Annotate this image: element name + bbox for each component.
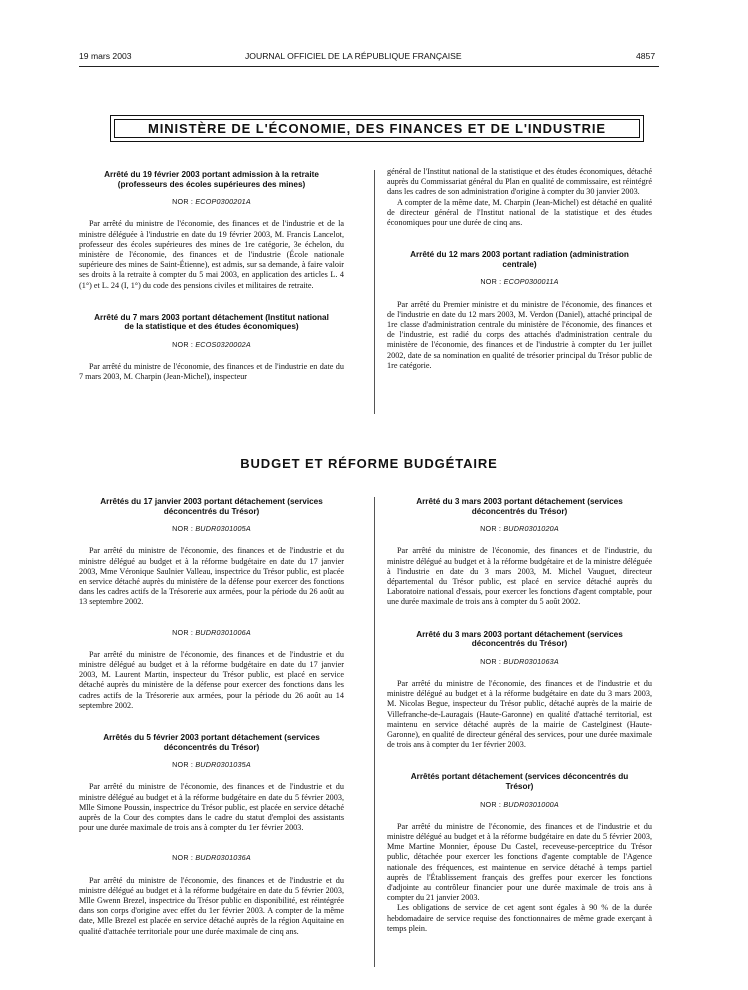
article-text: Par arrêté du ministre de l'économie, des finances et de l'industrie et du ministre délégué au budget et à la réforme budgétaire en date du 5 février 2003, Mlle Simone Poussin, inspectrice du Trésor public, est placée en service détaché auprès de la Cour des comptes dans le cadre du statut d'emploi des assistants pour une durée maximale de trois ans à compter du 1er février 2003. xyxy=(79,782,344,833)
article-text: Par arrêté du ministre de l'économie, des finances et de l'industrie et du ministre délégué au budget et à la réforme budgétaire en date du 17 janvier 2003, Mme Véronique Saulnier Valleau, inspectrice du Trésor public, est placée en service détaché auprès du ministère de la défense pour exercer des fonctions dans les cadres actifs de la Trésorerie aux armées, pour la période du 26 août au 13 septembre 2002. xyxy=(79,546,344,607)
article-title: Arrêté du 12 mars 2003 portant radiation (administration centrale) xyxy=(410,250,629,269)
nor-code: BUDR0301000A xyxy=(503,799,559,809)
article-title: Arrêtés du 17 janvier 2003 portant détachement (services déconcentrés du Trésor) xyxy=(100,497,323,516)
nor-reference xyxy=(79,628,344,638)
article-text: Par arrêté du ministre de l'économie, des finances et de l'industrie et du ministre délégué au budget et à la réforme budgétaire en date du 17 janvier 2003, M. Laurent Martin, inspecteur du Trésor public, est placé en service détaché auprès du ministère de la défense pour exercer des fonctions dans les cadres actifs de la Trésorerie aux armées, pour la période du 26 août au 14 septembre 2002. xyxy=(79,649,344,710)
nor-code: BUDR0301005A xyxy=(195,524,251,534)
section-title: BUDGET ET RÉFORME BUDGÉTAIRE xyxy=(240,456,498,471)
article-text: Par arrêté du Premier ministre et du ministre de l'économie, des finances et de l'industrie en date du 12 mars 2003, M. Verdon (Daniel), attaché principal de 1re classe d'administration centrale du ministère de l'économie, des finances et de l'industrie, est radié du corps des attachés d'administration centrale du ministère de l'économie, des finances et de l'industrie à compter du 1er juillet 2002, date de sa nomination en qualité de trésorier principal du Trésor public de 1re catégorie. xyxy=(387,299,652,370)
article-text: Par arrêté du ministre de l'économie, des finances et de l'industrie, du ministre délégué au budget et à la réforme budgétaire et de la ministre déléguée à l'industrie en date du 3 mars 2003, M. Michel Vauguet, directeur départemental du Trésor public, est placé en service détaché auprès du Laboratoire national d'essais, pour exercer les fonctions d'agent comptable, pour une durée maximale de trois ans à compter du 5 août 2002. xyxy=(387,546,652,607)
article-text: Par arrêté du ministre de l'économie, des finances et de l'industrie en date du 7 mars 2003, M. Charpin (Jean-Michel), inspecteur xyxy=(79,362,344,382)
nor-label: NOR : xyxy=(172,760,194,770)
section1-left-column xyxy=(79,170,344,383)
article-title: Arrêté du 7 mars 2003 portant détachement (Institut national de la statistique et des études économiques) xyxy=(94,312,329,332)
nor-reference xyxy=(79,197,344,207)
nor-code: BUDR0301063A xyxy=(503,656,559,666)
article-text: Par arrêté du ministre de l'économie, des finances et de l'industrie et du ministre délégué au budget et à la réforme budgétaire en date du 5 février 2003, Mlle Gwenn Brezel, inspectrice du Trésor public en disponibilité, est réintégrée dans son corps d'origine avec effet du 1er février 2003. A compter de la même date, Mlle Brezel est placée en service détaché auprès de la région Aquitaine en qualité d'attachée territoriale pour une durée maximale de cinq ans. xyxy=(79,875,344,936)
nor-reference xyxy=(387,657,652,667)
article-text: Par arrêté du ministre de l'économie, des finances et de l'industrie et de la ministre déléguée à l'industrie en date du 19 février 2003, M. Francis Lancelot, professeur des écoles supérieures des mines de 1re catégorie, 3e échelon, du ministère de l'économie, des finances et de l'industrie (École nationale supérieure des mines de Saint-Étienne), est admis, sur sa demande, à faire valoir ses droits à la retraite à compter du 5 mai 2003, en application des articles L. 4 (1°) et L. 24 (I, 1°) du code des pensions civiles et militaires de retraite. xyxy=(79,219,344,290)
nor-reference xyxy=(387,800,652,810)
nor-label: NOR : xyxy=(480,656,502,666)
article-text: Les obligations de service de cet agent sont égales à 90 % de la durée hebdomadaire de service requise des fonctionnaires de même grade exerçant à temps plein. xyxy=(387,903,652,933)
article-title: Arrêté du 3 mars 2003 portant détachement (services déconcentrés du Trésor) xyxy=(416,629,623,649)
article-text: A compter de la même date, M. Charpin (Jean-Michel) est détaché en qualité de directeur général de l'Institut national de la statistique et des études économiques pour une durée de cinq ans. xyxy=(387,197,652,228)
nor-label: NOR : xyxy=(172,524,194,534)
header-rule xyxy=(79,66,659,67)
article-text: Par arrêté du ministre de l'économie, des finances et de l'industrie et du ministre délégué au budget et à la réforme budgétaire en date du 3 mars 2003, M. Nicolas Begue, inspecteur du Trésor public, détaché auprès de la mairie de Villefranche-de-Lauragais (Haute-Garonne) en qualité d'attaché territorial, est maintenu en service détaché auprès de la mairie de Castelginest (Haute-Garonne), en qualité de directeur général des services, pour une durée maximale de trois ans à compter du 1er février 2003. xyxy=(387,679,652,750)
article-title: Arrêtés portant détachement (services déconcentrés du Trésor) xyxy=(410,772,629,792)
nor-code: BUDR0301036A xyxy=(195,853,251,863)
nor-label: NOR : xyxy=(172,197,194,207)
section2-right-column xyxy=(387,497,652,934)
nor-label: NOR : xyxy=(172,627,194,637)
nor-label: NOR : xyxy=(172,853,194,863)
article-text: Par arrêté du ministre de l'économie, des finances et de l'industrie et du ministre délégué au budget et à la réforme budgétaire en date du 5 février 2003, Mme Martine Monnier, épouse Du Castel, receveuse-perceptrice du Trésor public, détachée pour exercer les fonctions d'agente comptable de l'Agence nationale des fréquences, est maintenue en service détaché à temps partiel auprès de l'Établissement français des greffes pour exercer les fonctions d'adjointe au contrôleur financier pour une durée maximale de trois ans à compter du 21 janvier 2003. xyxy=(387,821,652,903)
nor-code: ECOS0320002A xyxy=(195,340,251,349)
article-title: Arrêtés du 5 février 2003 portant détachement (services déconcentrés du Trésor) xyxy=(103,733,320,752)
nor-label: NOR : xyxy=(172,340,194,349)
ministry-box xyxy=(110,115,644,142)
nor-reference xyxy=(79,340,344,350)
nor-label: NOR : xyxy=(480,799,502,809)
article-title: Arrêté du 19 février 2003 portant admission à la retraite (professeurs des écoles supérieures des mines) xyxy=(104,170,319,189)
nor-label: NOR : xyxy=(480,524,502,534)
nor-code: ECOP0300201A xyxy=(195,197,251,207)
nor-reference xyxy=(79,524,344,534)
column-divider xyxy=(374,497,375,967)
header-date: 19 mars 2003 xyxy=(79,51,132,61)
column-divider xyxy=(374,170,375,414)
article-text-continued: général de l'Institut national de la statistique et des études économiques, détaché auprès du Commissariat général du Plan en qualité de commissaire, est réintégré dans les cadres de son administration d'origine à compter du 30 janvier 2003. xyxy=(387,167,652,197)
nor-code: BUDR0301035A xyxy=(195,760,251,770)
article-title: Arrêté du 3 mars 2003 portant détachement (services déconcentrés du Trésor) xyxy=(416,497,623,516)
header-page-number: 4857 xyxy=(636,51,656,61)
nor-label: NOR : xyxy=(480,277,502,287)
nor-reference xyxy=(387,524,652,534)
nor-code: ECOP0300011A xyxy=(503,277,559,287)
nor-reference xyxy=(387,277,652,287)
ministry-box-title: MINISTÈRE DE L'ÉCONOMIE, DES FINANCES ET DE L'INDUSTRIE xyxy=(148,121,606,136)
nor-code: BUDR0301020A xyxy=(503,524,559,534)
header-journal-title: JOURNAL OFFICIEL DE LA RÉPUBLIQUE FRANÇAISE xyxy=(245,51,462,61)
nor-code: BUDR0301006A xyxy=(195,627,251,637)
section2-left-column xyxy=(79,497,344,937)
nor-reference xyxy=(79,760,344,770)
section1-right-column xyxy=(387,167,652,371)
nor-reference xyxy=(79,853,344,863)
